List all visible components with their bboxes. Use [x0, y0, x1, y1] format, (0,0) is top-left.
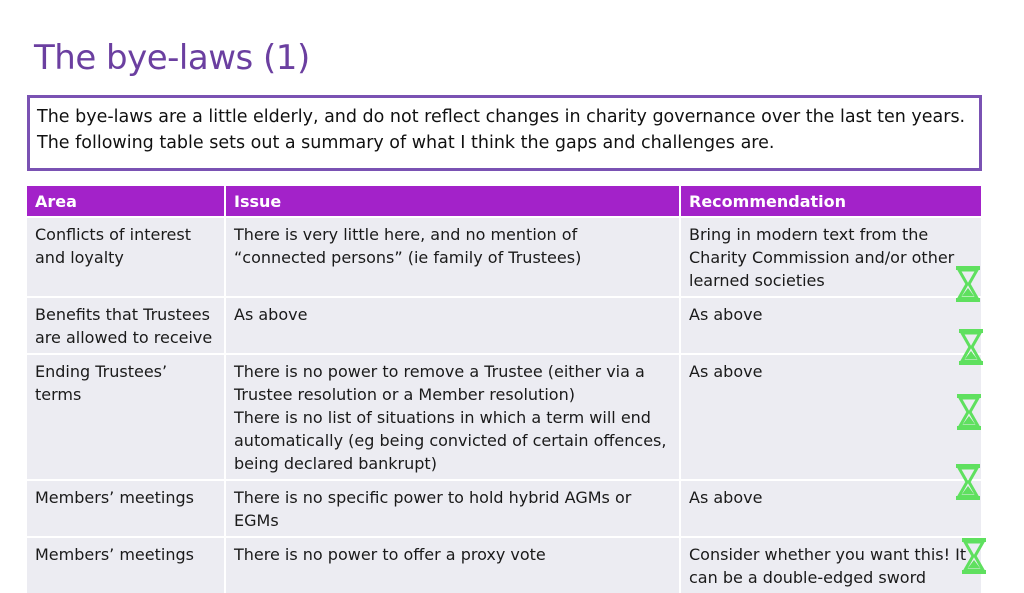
issue-line: There is no list of situations in which a term will end automatically (eg being convicted of certain offences, being declared bankrupt): [234, 408, 667, 473]
cell-recommendation: Consider whether you want this! It can be a double-edged sword: [680, 537, 982, 593]
table-row: [27, 354, 982, 480]
cell-issue: [225, 354, 680, 480]
cell-area: Members’ meetings: [27, 480, 225, 537]
cell-issue: [225, 217, 680, 297]
issue-line: There is very little here, and no mention of “connected persons” (ie family of Trustees): [234, 225, 582, 267]
table-row: [27, 480, 982, 537]
cell-recommendation: Bring in modern text from the Charity Commission and/or other learned societies: [680, 217, 982, 297]
hourglass-icon: [955, 464, 981, 500]
table-row: [27, 537, 982, 593]
slide-title: The bye-laws (1): [34, 38, 310, 78]
gaps-table: [27, 186, 983, 593]
cell-area: Benefits that Trustees are allowed to receive: [27, 297, 225, 354]
cell-recommendation: As above: [680, 297, 982, 354]
cell-area: Ending Trustees’ terms: [27, 354, 225, 480]
table-header-row: [27, 186, 982, 217]
cell-issue: [225, 537, 680, 593]
header-issue: Issue: [225, 186, 680, 217]
table-row: [27, 217, 982, 297]
hourglass-icon: [958, 329, 984, 365]
cell-recommendation: As above: [680, 354, 982, 480]
intro-text: The bye-laws are a little elderly, and do not reflect changes in charity governance over the last ten years. The following table sets out a summary of what I think the gaps and challenges are.: [37, 107, 966, 153]
cell-area: Members’ meetings: [27, 537, 225, 593]
hourglass-icon: [961, 538, 987, 574]
issue-line: There is no specific power to hold hybrid AGMs or EGMs: [234, 488, 632, 530]
intro-box: [27, 95, 982, 171]
hourglass-icon: [956, 394, 982, 430]
issue-line: There is no power to remove a Trustee (either via a Trustee resolution or a Member resolution): [234, 362, 645, 404]
issue-line: There is no power to offer a proxy vote: [234, 545, 546, 564]
cell-issue: [225, 297, 680, 354]
cell-area: Conflicts of interest and loyalty: [27, 217, 225, 297]
table-row: [27, 297, 982, 354]
cell-issue: [225, 480, 680, 537]
header-recommendation: Recommendation: [680, 186, 982, 217]
issue-line: As above: [234, 305, 308, 324]
cell-recommendation: As above: [680, 480, 982, 537]
hourglass-icon: [955, 266, 981, 302]
header-area: Area: [27, 186, 225, 217]
